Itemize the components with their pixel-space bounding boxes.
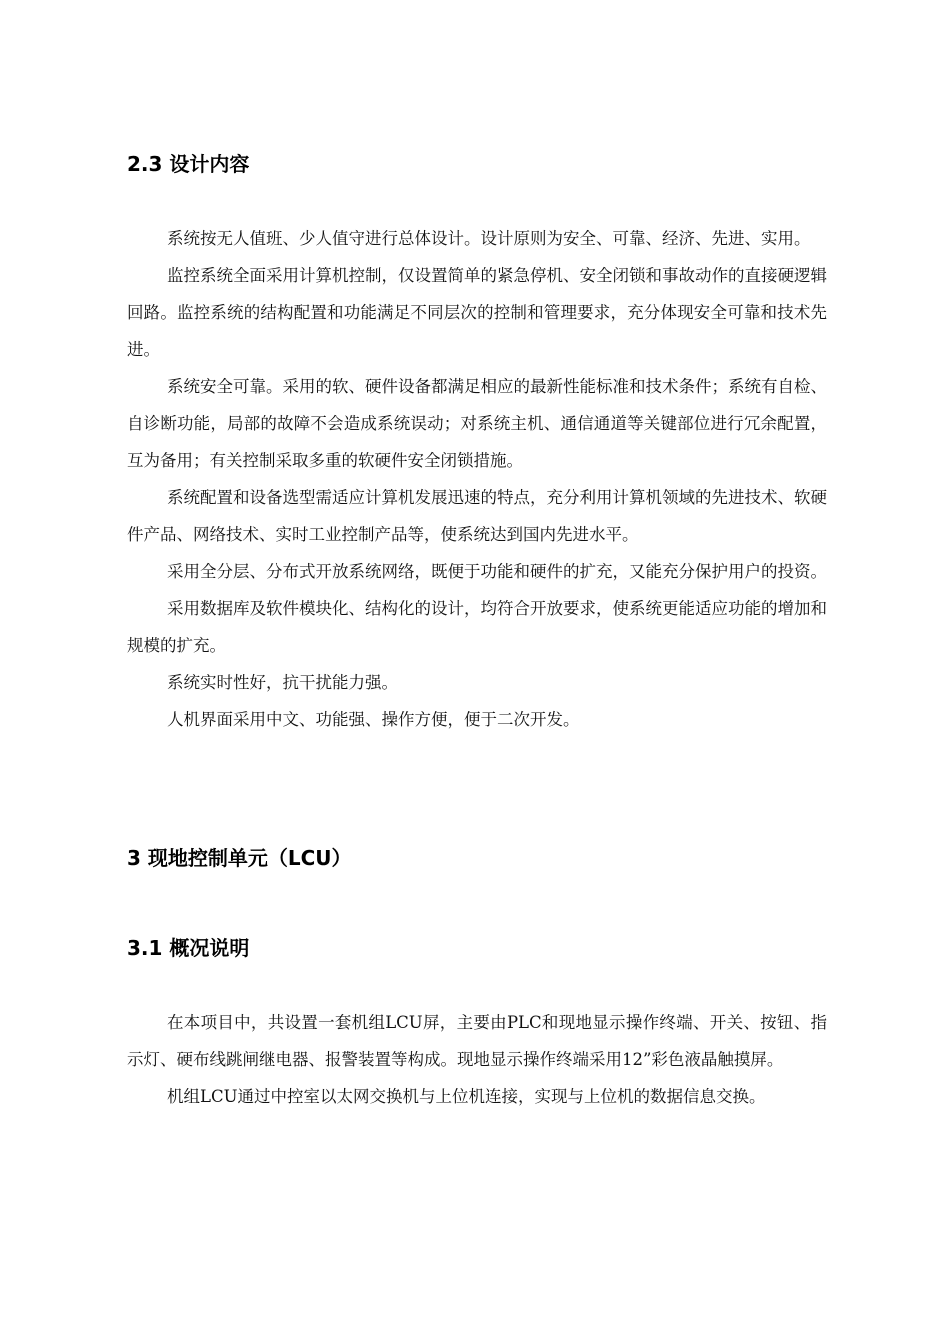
section-heading-2-3: 2.3 设计内容 [127,152,250,176]
paragraph: 监控系统全面采用计算机控制，仅设置简单的紧急停机、安全闭锁和事故动作的直接硬逻辑回路。监控系统的结构配置和功能满足不同层次的控制和管理要求，充分体现安全可靠和技术先进。 [127,266,827,359]
paragraph: 在本项目中，共设置一套机组LCU屏，主要由PLC和现地显示操作终端、开关、按钮、指示灯、硬布线跳闸继电器、报警装置等构成。现地显示操作终端采用12”彩色液晶触摸屏。 [127,1013,827,1069]
paragraph: 系统按无人值班、少人值守进行总体设计。设计原则为安全、可靠、经济、先进、实用。 [167,229,811,248]
section-heading-3-1: 3.1 概况说明 [127,936,250,960]
paragraph: 人机界面采用中文、功能强、操作方便，便于二次开发。 [167,710,580,729]
paragraph: 系统实时性好，抗干扰能力强。 [167,673,398,692]
paragraph: 机组LCU通过中控室以太网交换机与上位机连接，实现与上位机的数据信息交换。 [167,1087,766,1106]
paragraph: 系统安全可靠。采用的软、硬件设备都满足相应的最新性能标准和技术条件；系统有自检、自诊断功能，局部的故障不会造成系统误动；对系统主机、通信通道等关键部位进行冗余配置，互为备用；有关控制采取多重的软硬件安全闭锁措施。 [127,377,827,470]
section-body-2-3 [127,220,827,738]
paragraph: 采用全分层、分布式开放系统网络，既便于功能和硬件的扩充，又能充分保护用户的投资。 [167,562,827,581]
section-body-3-1 [127,1004,827,1115]
paragraph: 系统配置和设备选型需适应计算机发展迅速的特点，充分利用计算机领域的先进技术、软硬件产品、网络技术、实时工业控制产品等，使系统达到国内先进水平。 [127,488,827,544]
section-heading-3: 3 现地控制单元（LCU） [127,846,352,870]
paragraph: 采用数据库及软件模块化、结构化的设计，均符合开放要求，使系统更能适应功能的增加和规模的扩充。 [127,599,827,655]
